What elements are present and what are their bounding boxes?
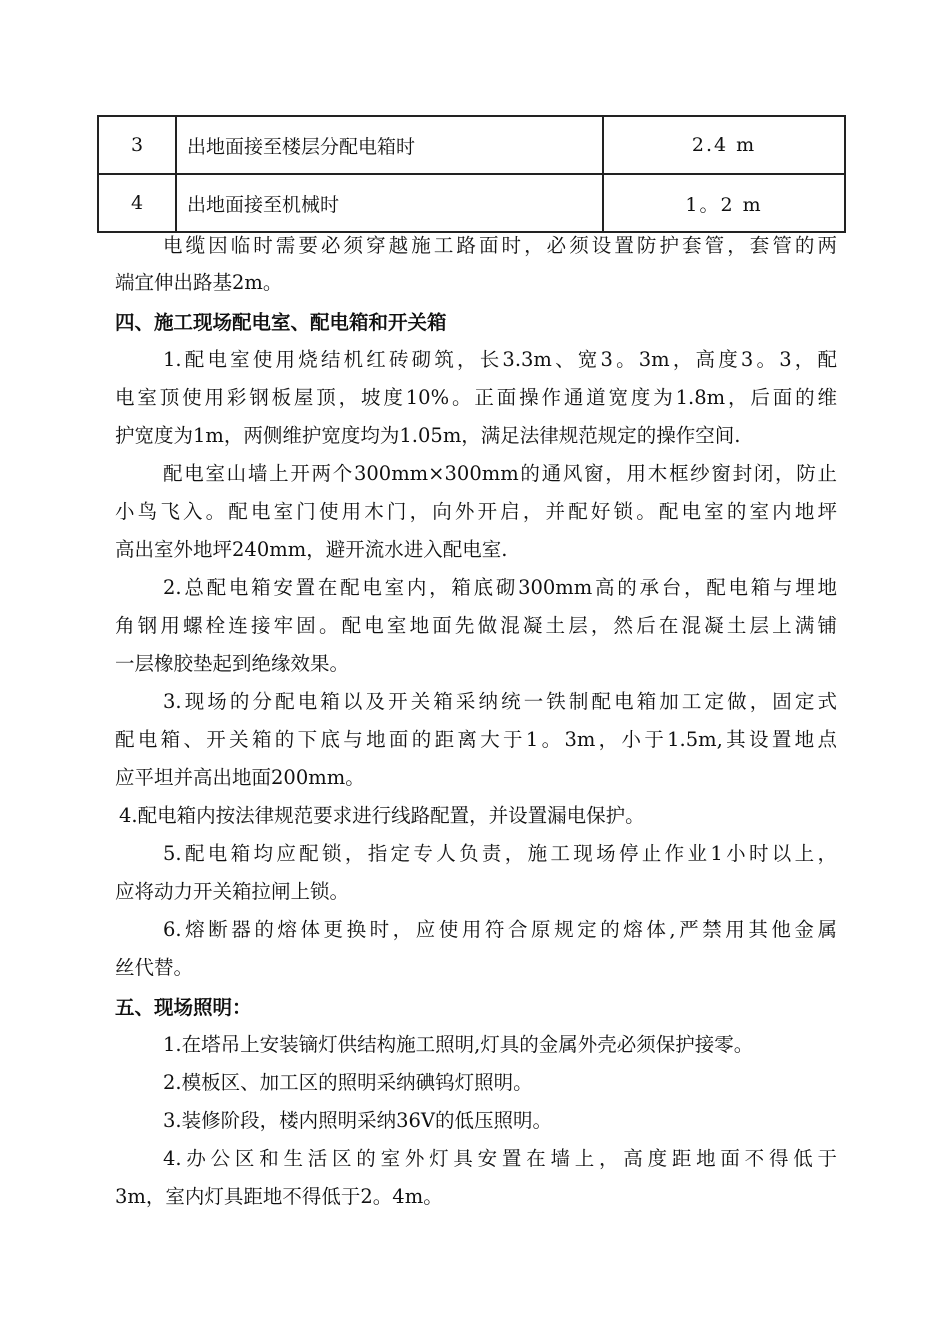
- paragraph-line: 小鸟飞入。配电室门使用木门，向外开启，并配好锁。配电室的室内地坪: [115, 500, 837, 523]
- paragraph-line: 4.办公区和生活区的室外灯具安置在墙上，高度距地面不得低于: [163, 1147, 837, 1170]
- paragraph-line: 应将动力开关箱拉闸上锁。: [115, 880, 350, 903]
- paragraph-line: 高出室外地坪240mm，避开流水进入配电室.: [115, 538, 508, 561]
- row-value: 1。2 m: [603, 174, 845, 232]
- paragraph-line: 4.配电箱内按法律规范要求进行线路配置，并设置漏电保护。: [119, 804, 645, 827]
- paragraph-line: 6.熔断器的熔体更换时，应使用符合原规定的熔体,严禁用其他金属: [163, 918, 837, 941]
- paragraph-line: 1.在塔吊上安装镝灯供结构施工照明,灯具的金属外壳必须保护接零。: [163, 1033, 754, 1056]
- section-heading: 五、现场照明：: [115, 996, 252, 1019]
- paragraph-line: 5.配电箱均应配锁，指定专人负责，施工现场停止作业1小时以上，: [163, 842, 837, 865]
- paragraph-line: 护宽度为1m，两侧维护宽度均为1.05m，满足法律规范规定的操作空间.: [115, 424, 741, 447]
- row-description: 出地面接至楼层分配电箱时: [176, 116, 603, 174]
- paragraph-line: 一层橡胶垫起到绝缘效果。: [115, 652, 350, 675]
- row-value: 2.4 m: [603, 116, 845, 174]
- paragraph-line: 电室顶使用彩钢板屋顶，坡度10%。正面操作通道宽度为1.8m，后面的维: [115, 386, 837, 409]
- row-number: 3: [98, 116, 176, 174]
- paragraph-line: 角钢用螺栓连接牢固。配电室地面先做混凝土层，然后在混凝土层上满铺: [115, 614, 837, 637]
- row-description: 出地面接至机械时: [176, 174, 603, 232]
- paragraph-line: 配电箱、开关箱的下底与地面的距离大于1。3m，小于1.5m,其设置地点: [115, 728, 837, 751]
- paragraph-line: 1.配电室使用烧结机红砖砌筑，长3.3m、宽3。3m，高度3。3，配: [163, 348, 837, 371]
- section-heading: 四、施工现场配电室、配电箱和开关箱: [115, 311, 447, 334]
- table-row: [98, 116, 845, 174]
- paragraph-line: 配电室山墙上开两个300mm×300mm的通风窗，用木框纱窗封闭，防止: [163, 462, 837, 485]
- paragraph-line: 应平坦并高出地面200mm。: [115, 766, 365, 789]
- paragraph-line: 丝代替。: [115, 956, 194, 979]
- paragraph-line: 3m，室内灯具距地不得低于2。4m。: [115, 1185, 443, 1208]
- paragraph-line: 3.现场的分配电箱以及开关箱采纳统一铁制配电箱加工定做，固定式: [163, 690, 837, 713]
- paragraph-line: 3.装修阶段，楼内照明采纳36V的低压照明。: [163, 1109, 553, 1132]
- cable-height-table: [97, 115, 846, 233]
- paragraph-line: 端宜伸出路基2m。: [115, 271, 283, 294]
- table-row: [98, 174, 845, 232]
- paragraph-line: 电缆因临时需要必须穿越施工路面时，必须设置防护套管，套管的两: [163, 234, 837, 257]
- paragraph-line: 2.总配电箱安置在配电室内，箱底砌300mm高的承台，配电箱与埋地: [163, 576, 837, 599]
- paragraph-line: 2.模板区、加工区的照明采纳碘钨灯照明。: [163, 1071, 533, 1094]
- row-number: 4: [98, 174, 176, 232]
